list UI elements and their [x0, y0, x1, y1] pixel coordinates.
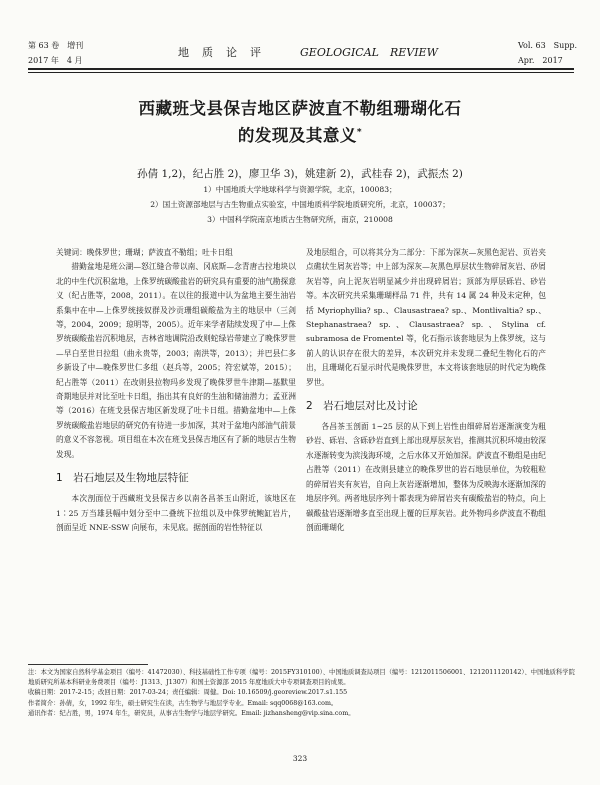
footnote-author-bio: 作者简介：孙倩，女，1992 年生，硕士研究生在读，古生物学与地层学专业。Email: sqq0068@163.com。	[28, 699, 338, 707]
section-2-paragraph: 各昌茶玉剖面 1~25 层的从下到上岩性由细碎屑岩逐渐演变为粗砂岩、砾岩、含砾砂岩直到上部出现厚层灰岩，推测其沉积环境由较深水逐渐转变为滨浅海环境，之后水体又开始加深。萨波直不勒组是由纪占胜等（2011）在改则县建立的晚侏罗世的岩石地层单位，为较粗粒的碎屑岩夹有灰岩，自向上灰岩逐渐增加，整体为反映海水逐渐加深的地层序列。两者地层序列十都表现为碎屑岩夹有碳酸盐岩的特点，向上碳酸盐岩逐渐增多直至出现上覆的巨厚灰岩。此外物玛乡萨波直不勒组剖面珊瑚化	[306, 422, 546, 532]
journal-date: 2017 年 4 月	[28, 56, 83, 65]
section-2-heading: 2 岩石地层对比及讨论	[306, 400, 418, 413]
paper-title-line2-text: 的发现及其意义	[237, 126, 357, 145]
page-number: 323	[292, 754, 308, 763]
left-column	[56, 246, 296, 535]
title-footnote-mark: *	[356, 127, 363, 138]
intro-paragraph: 措勤盆地是班公湖—怒江缝合带以南、冈底斯—念青唐古拉地块以北的中生代沉积盆地，上侏罗统碳酸盐岩的研究具有重要的油气勘探意义（纪占胜等，2008，2011）。在以往的报道中认为盆地主要生油岩系集中在中—上侏罗统接奴群及沙贡珊组碳酸盐为主的地层中（三剑等，2004，2009；琼明等，2005）。近年来学者陆续发现了中—上侏罗统碳酸盐岩沉积地层，吉林省地调院沿改则蛇绿岩带建立了晚侏罗世—早白垩世日拉组（曲永贵等，2003；南洪等，2013）；并巴县仁多乡新设了中—晚侏罗世仁多组（赵兵等，2005；符宏斌等，2015）；纪占胜等（2011）在改则县拉物玛乡发现了晚侏罗世牛津期—基默里奇期地层并对比至吐卡日组，指出其有良好的生油和储油潜力；孟亚洲等（2016）在班戈县保吉地区新发现了吐卡日组。措勤盆地中—上侏罗统碳酸盐岩地层的研究仍有待进一步加深，其对于盆地内部油气前景的意义不容忽视。项目组在本次在班戈县保吉地区有了新的地层古生物发现。	[56, 262, 296, 459]
affiliation-3: 3）中国科学院南京地质古生物研究所，南京，210008	[207, 215, 393, 224]
affiliation-2: 2）国土资源部地层与古生物重点实验室，中国地质科学院地质研究所，北京，100037；	[150, 200, 450, 209]
affiliation-1: 1）中国地质大学地球科学与资源学院，北京，100083；	[203, 185, 397, 194]
footnote-dates: 收稿日期：2017-2-15；改回日期：2017-03-24；责任编辑：周健。Doi: 10.16509/j.georeview.2017.s1.155	[28, 689, 348, 697]
author-list: 孙倩 1,2)，纪占胜 2)，廖卫华 3)，姚建新 2)，武桂春 2)，武振杰 2)	[137, 168, 463, 180]
header-rule-thick	[28, 68, 574, 70]
section-1-paragraph: 本次剖面位于西藏班戈县保吉乡以南各昌茶玉山附近，该地区在 1∶25 万当雄县幅中划分至中二叠统下拉组以及中侏罗统鲍缸岩片，剖面呈近 NNE-SSW 向展布，未见底。据剖面的岩性特征以	[56, 494, 296, 532]
header-rule-thin	[28, 72, 574, 73]
section-1-paragraph-continued: 及地层组合，可以将其分为二部分：下部为深灰—灰黑色泥岩、页岩夹点礁状生屑灰岩等；中上部为深灰—灰黑色厚层状生物碎屑灰岩、砂屑灰岩等，向上泥灰岩明显减少并出现碎屑岩；顶部为厚层砾岩、砂岩等。本次研究共采集珊瑚样品 71 件，共有 14 属 24 种及未定种，包括 Myriophyllia? sp.、Clausastraea? sp.、Montlivaltia? sp.、Stephanastraea? sp.、Clausastraea? sp.、Stylina cf. subramosa de Fromentel 等，化石指示该套地层为上侏罗统，这与前人的认识存在很大的差异，本次研究并未发现二叠纪生物化石的产出，且珊瑚化石显示时代是晚侏罗世，本文将该套地层的时代定为晚侏罗世。	[306, 248, 546, 387]
footnote-corresponding-author: 通讯作者：纪占胜，男，1974 年生，研究员，从事古生物学与地层学研究。Email: jizhansheng@vip.sina.com。	[28, 709, 355, 717]
journal-name-cn: 地 质 论 评	[178, 46, 262, 59]
paper-title-line2	[0, 122, 600, 146]
journal-volume: 第 63 卷 增刊	[28, 41, 84, 50]
section-1-heading: 1 岩石地层及生物地层特征	[56, 472, 189, 485]
footnote-funding: 注：本文为国家自然科学基金项目（编号：41472030）、科技基础性工作专项（编号：2015FY310100）、中国地质调查局项目（编号：1212011506001、1212011120142）、中国地质科学院地质研究所基本科研业务费项目（编号：J1313、J1307）和国土资源部 2015 年度地质大中专项调查项目的成果。	[28, 669, 575, 687]
footnote-rule	[28, 664, 148, 665]
journal-name-en: GEOLOGICAL REVIEW	[300, 46, 438, 59]
paper-title-line1: 西藏班戈县保吉地区萨波直不勒组珊瑚化石	[138, 99, 462, 118]
right-column	[306, 246, 546, 535]
keywords: 关键词：晚侏罗世；珊瑚；萨波直不勒组；吐卡日组	[56, 248, 233, 257]
footnotes	[28, 668, 576, 719]
journal-volume-en: Vol. 63 Supp.	[518, 41, 578, 50]
journal-date-en: Apr. 2017	[518, 56, 563, 65]
